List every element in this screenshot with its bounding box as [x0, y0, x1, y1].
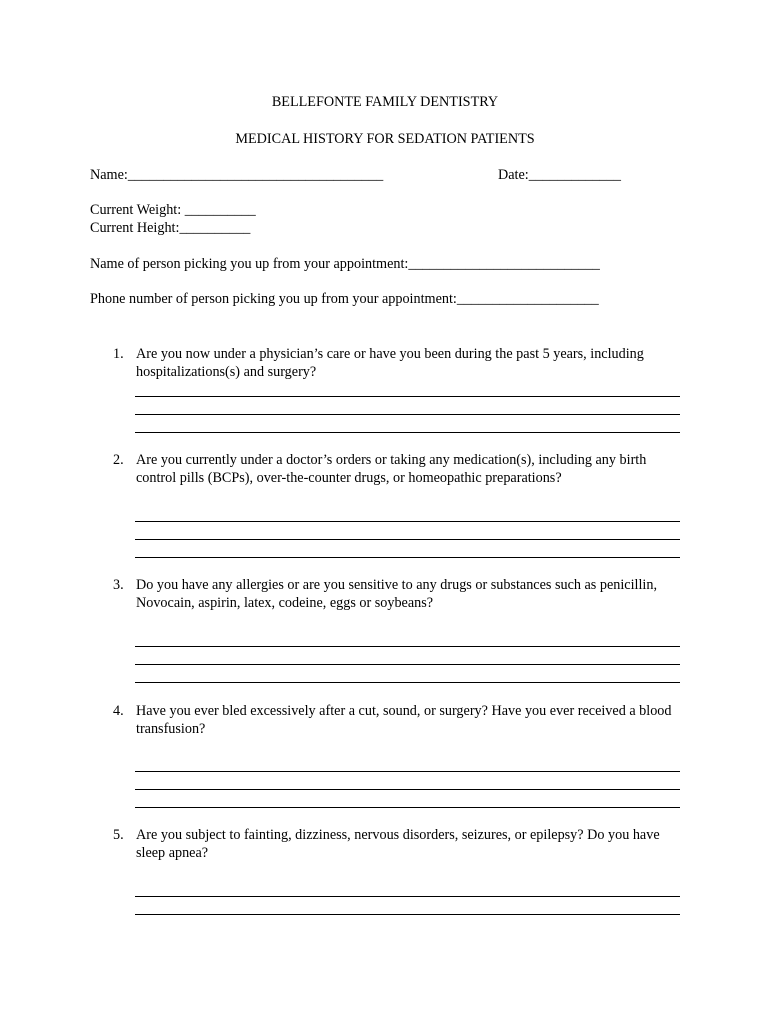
- question-number: 2.: [113, 452, 124, 468]
- pickup-phone-field[interactable]: Phone number of person picking you up from your appointment:____________________: [90, 291, 599, 307]
- answer-line[interactable]: [135, 539, 680, 540]
- answer-line[interactable]: [135, 664, 680, 665]
- answer-line[interactable]: [135, 521, 680, 522]
- answer-line[interactable]: [135, 682, 680, 683]
- date-field[interactable]: Date:_____________: [498, 167, 621, 183]
- answer-line[interactable]: [135, 771, 680, 772]
- form-title: MEDICAL HISTORY FOR SEDATION PATIENTS: [235, 131, 535, 147]
- name-field[interactable]: Name:____________________________________: [90, 167, 384, 183]
- weight-field[interactable]: Current Weight: __________: [90, 202, 256, 218]
- answer-line[interactable]: [135, 432, 680, 433]
- question-number: 3.: [113, 577, 124, 593]
- answer-line[interactable]: [135, 896, 680, 897]
- question-text: Have you ever bled excessively after a cut, sound, or surgery? Have you ever received a blood transfusion?: [136, 703, 672, 737]
- question-number: 1.: [113, 346, 124, 362]
- question-number: 4.: [113, 703, 124, 719]
- practice-name: BELLEFONTE FAMILY DENTISTRY: [271, 94, 499, 110]
- question-text: Are you now under a physician’s care or have you been during the past 5 years, including hospitalizations(s) and surgery?: [136, 346, 644, 380]
- question-text: Do you have any allergies or are you sensitive to any drugs or substances such as penicillin, Novocain, aspirin, latex, codeine, eggs or soybeans?: [136, 577, 658, 611]
- answer-line[interactable]: [135, 396, 680, 397]
- answer-line[interactable]: [135, 414, 680, 415]
- answer-line[interactable]: [135, 789, 680, 790]
- pickup-name-field[interactable]: Name of person picking you up from your appointment:___________________________: [90, 256, 600, 272]
- answer-line[interactable]: [135, 807, 680, 808]
- answer-line[interactable]: [135, 557, 680, 558]
- question-text: Are you currently under a doctor’s orders or taking any medication(s), including any birth control pills (BCPs), over-the-counter drugs, or homeopathic preparations?: [136, 452, 647, 486]
- answer-line[interactable]: [135, 914, 680, 915]
- question-text: Are you subject to fainting, dizziness, nervous disorders, seizures, or epilepsy? Do you have sleep apnea?: [136, 827, 660, 861]
- question-number: 5.: [113, 827, 124, 843]
- answer-line[interactable]: [135, 646, 680, 647]
- height-field[interactable]: Current Height:__________: [90, 220, 251, 236]
